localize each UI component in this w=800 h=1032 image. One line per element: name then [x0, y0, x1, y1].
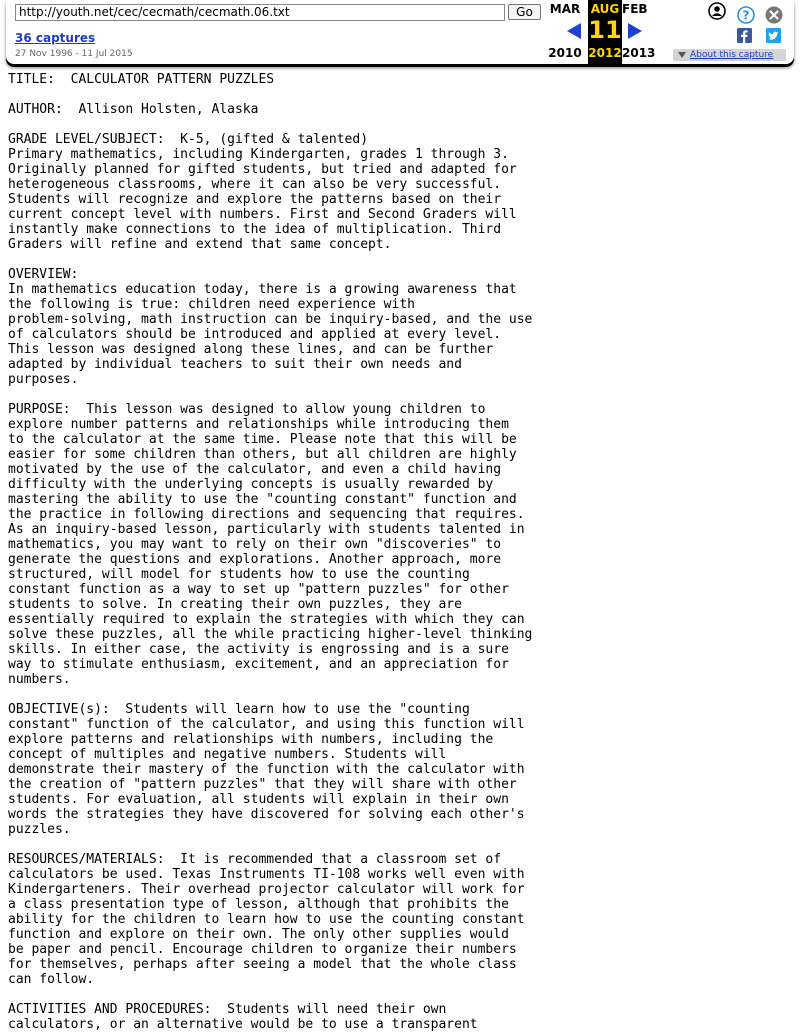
arrow-right-icon[interactable] [628, 23, 642, 39]
next-capture-month[interactable]: FEB [622, 2, 648, 16]
text-line: Primary mathematics, including Kindergarten, grades 1 through 3. [8, 147, 509, 162]
text-line: students to solve. In creating their own puzzles, they are [8, 597, 462, 612]
text-line: function and explore on their own. The only other supplies would [8, 927, 509, 942]
facebook-icon[interactable] [737, 28, 752, 43]
text-line: purposes. [8, 372, 79, 387]
text-line: can follow. [8, 972, 95, 987]
text-line: demonstrate their mastery of the function with the calculator with [8, 762, 525, 777]
go-button[interactable]: Go [508, 4, 541, 20]
text-line: to the calculator at the same time. Please note that this will be [8, 432, 517, 447]
text-line: calculators, or an alternative would be to use a transparent [8, 1017, 478, 1032]
twitter-icon[interactable] [766, 28, 781, 43]
text-line: PURPOSE: This lesson was designed to allow young children to [8, 402, 486, 417]
text-line: This lesson was designed along these lines, and can be further [8, 342, 494, 357]
text-line: As an inquiry-based lesson, particularly with students talented in [8, 522, 525, 537]
text-line: explore patterns and relationships with numbers, including the [8, 732, 494, 747]
close-icon[interactable] [765, 6, 783, 24]
about-capture-button[interactable] [673, 49, 786, 61]
current-capture-day: 11 [588, 16, 622, 44]
text-line: Originally planned for gifted students, but tried and adapted for [8, 162, 517, 177]
text-line: be paper and pencil. Encourage children to organize their numbers [8, 942, 517, 957]
text-line: concept of multiples and negative numbers. Students will [8, 747, 447, 762]
arrow-left-icon[interactable] [567, 23, 581, 39]
text-line: ability for the children to learn how to use the counting constant [8, 912, 525, 927]
text-line: for themselves, perhaps after seeing a model that the whole class [8, 957, 517, 972]
text-line: TITLE: CALCULATOR PATTERN PUZZLES [8, 72, 275, 87]
text-line: explore number patterns and relationships while introducing them [8, 417, 509, 432]
text-line: Students will recognize and explore the patterns based on their [8, 192, 502, 207]
text-line: OVERVIEW: [8, 267, 79, 282]
text-line: essentially required to explain the strategies with which they can [8, 612, 525, 627]
text-line: heterogeneous classrooms, where it can also be very successful. [8, 177, 502, 192]
captures-date-range: 27 Nov 1996 - 11 Jul 2015 [15, 49, 133, 59]
text-line: words the strategies they have discovered for solving each other's [8, 807, 525, 822]
text-line: RESOURCES/MATERIALS: It is recommended that a classroom set of [8, 852, 502, 867]
text-line: In mathematics education today, there is a growing awareness that [8, 282, 517, 297]
wayback-toolbar [6, 0, 794, 64]
current-capture-month: AUG [590, 2, 620, 16]
text-line: difficulty with the underlying concepts is usually rewarded by [8, 477, 494, 492]
text-line: ACTIVITIES AND PROCEDURES: Students will need their own [8, 1002, 447, 1017]
text-line: numbers. [8, 672, 71, 687]
url-input[interactable] [15, 4, 505, 21]
text-line: of calculators should be introduced and applied at every level. [8, 327, 502, 342]
user-icon[interactable] [708, 2, 726, 20]
text-line: mathematics, you may want to rely on their own "discoveries" to [8, 537, 502, 552]
text-line: problem-solving, math instruction can be inquiry-based, and the use [8, 312, 533, 327]
text-line: easier for some children than others, but all children are highly [8, 447, 517, 462]
captures-link[interactable]: 36 captures [15, 31, 96, 45]
prev-capture-month[interactable]: MAR [549, 2, 581, 16]
document-text [8, 72, 532, 1032]
text-line: generate the questions and explorations. Another approach, more [8, 552, 502, 567]
about-capture-label: About this capture [690, 50, 774, 60]
text-line: the practice in following directions and sequencing that requires. [8, 507, 525, 522]
text-line: constant function as a way to set up "pattern puzzles" for other [8, 582, 509, 597]
triangle-down-icon [678, 52, 686, 58]
text-line: current concept level with numbers. First and Second Graders will [8, 207, 517, 222]
text-line: Kindergarteners. Their overhead projector calculator will work for [8, 882, 525, 897]
svg-text:?: ? [742, 8, 750, 23]
text-line: instantly make connections to the idea of multiplication. Third [8, 222, 502, 237]
text-line: OBJECTIVE(s): Students will learn how to use the "counting [8, 702, 470, 717]
text-line: the creation of "pattern puzzles" that they will share with other [8, 777, 517, 792]
current-capture-year: 2012 [588, 46, 622, 60]
text-line: AUTHOR: Allison Holsten, Alaska [8, 102, 259, 117]
help-icon[interactable] [737, 6, 755, 24]
text-line: a class presentation type of lesson, although that prohibits the [8, 897, 509, 912]
text-line: puzzles. [8, 822, 71, 837]
text-line: structured, will model for students how to use the counting [8, 567, 470, 582]
text-line: skills. In either case, the activity is engrossing and is a sure [8, 642, 509, 657]
text-line: calculators be used. Texas Instruments TI-108 works well even with [8, 867, 525, 882]
text-line: mastering the ability to use the "counting constant" function and [8, 492, 517, 507]
text-line: way to stimulate enthusiasm, excitement, and an appreciation for [8, 657, 509, 672]
text-line: adapted by individual teachers to suit their own needs and [8, 357, 462, 372]
prev-capture-year[interactable]: 2010 [548, 46, 582, 60]
text-line: students. For evaluation, all students will explain in their own [8, 792, 509, 807]
text-line: constant" function of the calculator, and using this function will [8, 717, 525, 732]
text-line: the following is true: children need experience with [8, 297, 415, 312]
text-line: GRADE LEVEL/SUBJECT: K-5, (gifted & talented) [8, 132, 369, 147]
current-capture-date [588, 0, 622, 64]
text-line: solve these puzzles, all the while practicing higher-level thinking [8, 627, 533, 642]
next-capture-year[interactable]: 2013 [622, 46, 656, 60]
text-line: motivated by the use of the calculator, and even a child having [8, 462, 502, 477]
text-line: Graders will refine and extend that same concept. [8, 237, 392, 252]
